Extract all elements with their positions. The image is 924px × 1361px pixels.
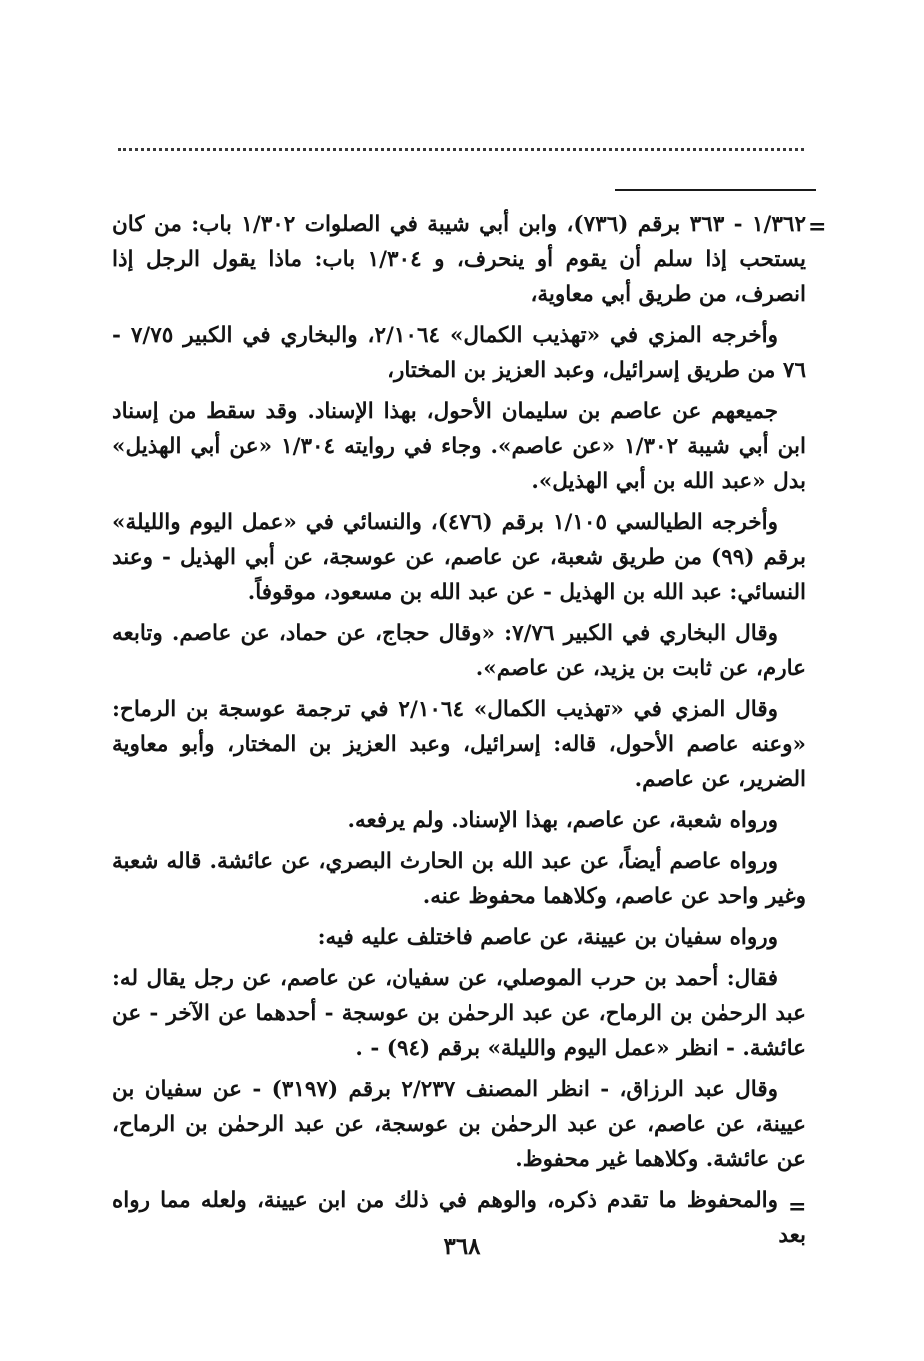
paragraph: ورواه سفيان بن عيينة، عن عاصم فاختلف عليه فيه:	[317, 925, 778, 950]
continuation-mark-bottom: =	[788, 1194, 807, 1220]
paragraph: وأخرجه الطيالسي ١/١٠٥ برقم (٤٧٦)، والنسائي في «عمل اليوم والليلة» برقم (٩٩) من طريق شعبة، عن عاصم، عن عوسجة، عن أبي الهذيل - وعند النسائي: عبد الله بن الهذيل - عن عبد الله بن مسعود، موقوفاً.	[112, 510, 806, 605]
paragraph: وقال البخاري في الكبير ٧/٧٦: «وقال حجاج، عن حماد، عن عاصم. وتابعه عارم، عن ثابت بن يزيد، عن عاصم».	[112, 621, 806, 681]
paragraph: وأخرجه المزي في «تهذيب الكمال» ٢/١٠٦٤، والبخاري في الكبير ٧/٧٥ - ٧٦ من طريق إسرائيل، وعبد العزيز بن المختار،	[112, 323, 806, 383]
paragraph: ورواه شعبة، عن عاصم، بهذا الإسناد. ولم يرفعه.	[347, 808, 778, 833]
paragraph: فقال: أحمد بن حرب الموصلي، عن سفيان، عن عاصم، عن رجل يقال له: عبد الرحمٰن بن الرماح، عن عبد الرحمٰن بن عوسجة - أحدهما عن الآخر - عن عائشة. - انظر «عمل اليوم والليلة» برقم (٩٤) - .	[112, 966, 806, 1061]
paragraph: جميعهم عن عاصم بن سليمان الأحول، بهذا الإسناد. وقد سقط من إسناد ابن أبي شيبة ١/٣٠٢ «عن عاصم». وجاء في روايته ١/٣٠٤ «عن أبي الهذيل» بدل «عبد الله بن أبي الهذيل».	[112, 399, 806, 494]
footnote-rule	[615, 189, 816, 191]
continuation-mark-top: =	[808, 214, 827, 240]
paragraph: ورواه عاصم أيضاً، عن عبد الله بن الحارث البصري، عن عائشة. قاله شعبة وغير واحد عن عاصم، وكلاهما محفوظ عنه.	[112, 849, 806, 909]
dotted-separator	[118, 148, 804, 151]
paragraph: وقال عبد الرزاق، - انظر المصنف ٢/٢٣٧ برقم (٣١٩٧) - عن سفيان بن عيينة، عن عاصم، عن عبد الرحمٰن بن عوسجة، عن عبد الرحمٰن بن الرماح، عن عائشة. وكلاهما غير محفوظ.	[112, 1077, 806, 1172]
footnote-text	[112, 207, 806, 1259]
page-number: ٣٦٨	[443, 1233, 481, 1260]
paragraph: ١/٣٦٢ - ٣٦٣ برقم (٧٣٦)، وابن أبي شيبة في الصلوات ١/٣٠٢ باب: من كان يستحب إذا سلم أن يقوم أو ينحرف، و ١/٣٠٤ باب: ماذا يقول الرجل إذا انصرف، من طريق أبي معاوية،	[112, 212, 806, 307]
paragraph: والمحفوظ ما تقدم ذكره، والوهم في ذلك من ابن عيينة، ولعله مما رواه بعد	[112, 1188, 806, 1248]
paragraph: وقال المزي في «تهذيب الكمال» ٢/١٠٦٤ في ترجمة عوسجة بن الرماح: «وعنه عاصم الأحول، قاله: إسرائيل، وعبد العزيز بن المختار، وأبو معاوية الضرير، عن عاصم.	[112, 697, 806, 792]
